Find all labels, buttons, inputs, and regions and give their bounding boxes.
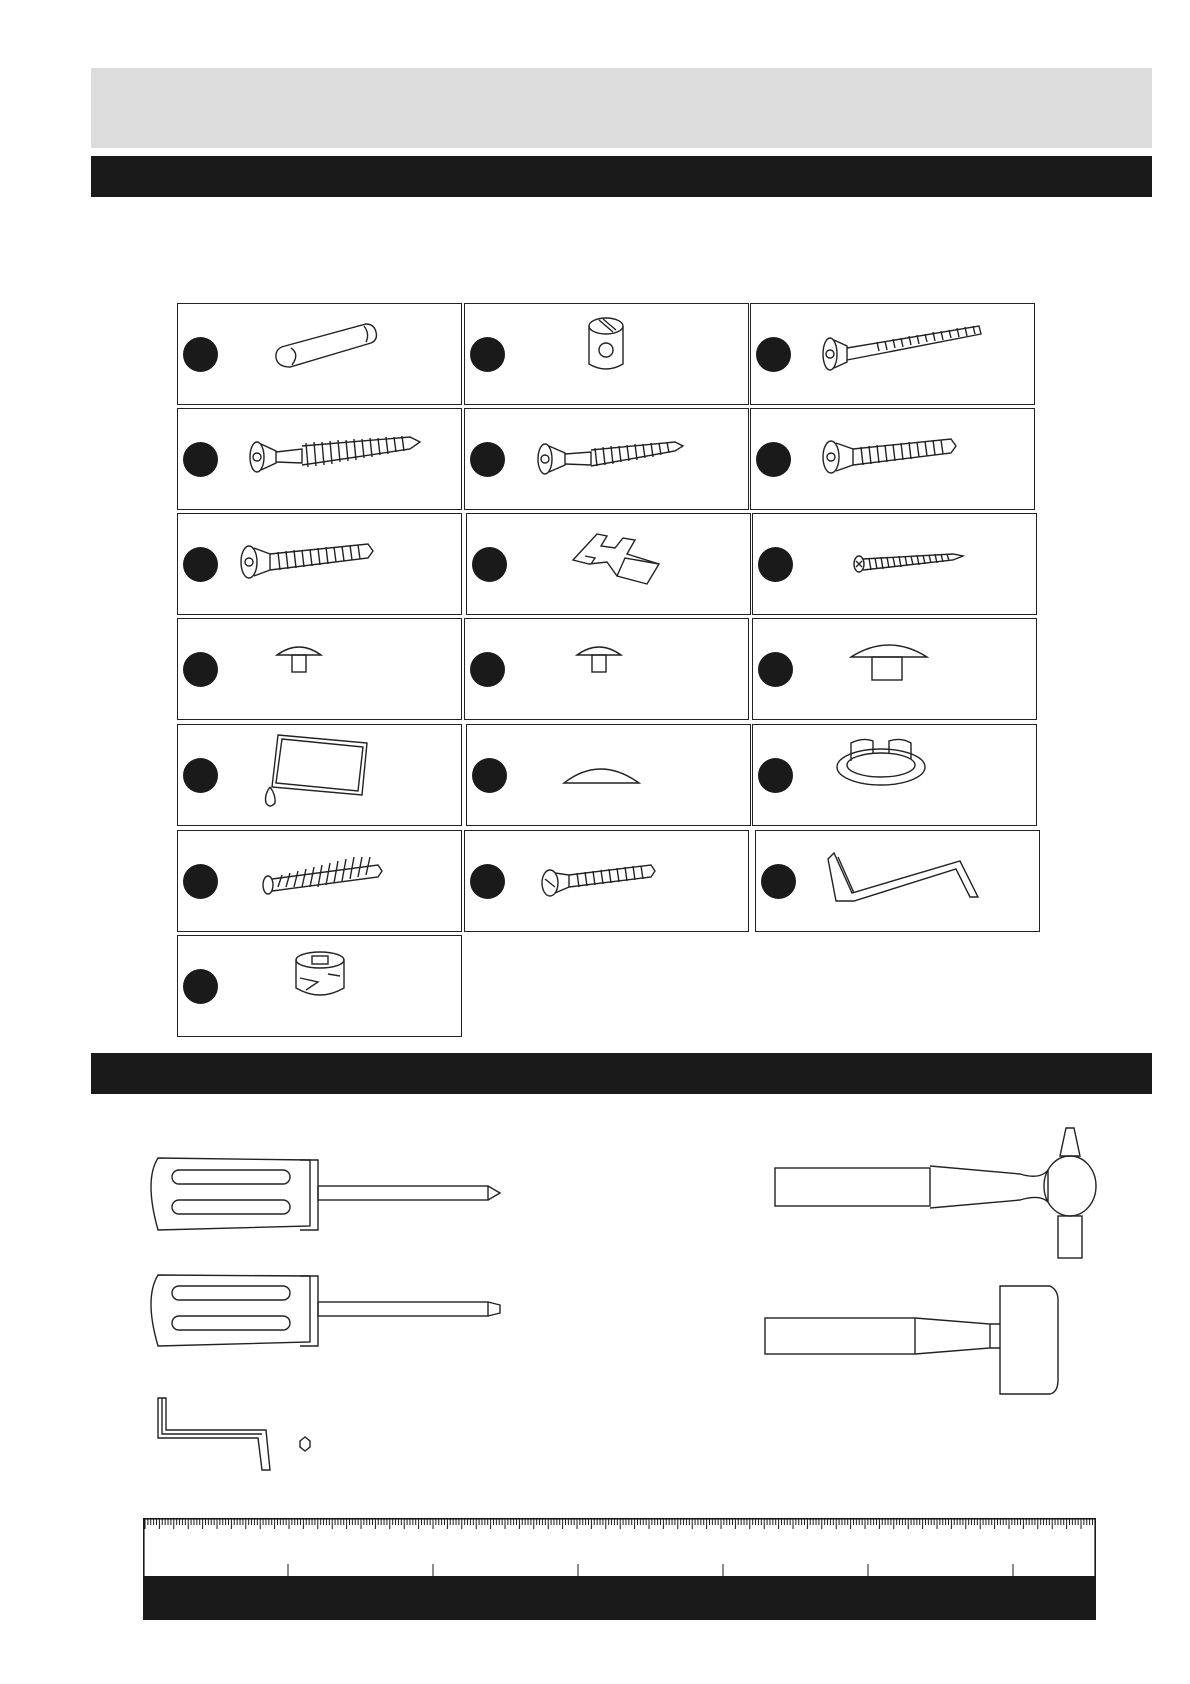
- allen-key-icon: [158, 1398, 310, 1470]
- scale-ruler: [143, 1518, 1096, 1620]
- rubber-mallet-icon: [765, 1286, 1058, 1394]
- phillips-screwdriver-icon: [151, 1158, 500, 1230]
- flat-screwdriver-icon: [151, 1275, 500, 1346]
- hammer-icon: [775, 1128, 1096, 1258]
- ruler-graphic: [143, 1518, 1096, 1620]
